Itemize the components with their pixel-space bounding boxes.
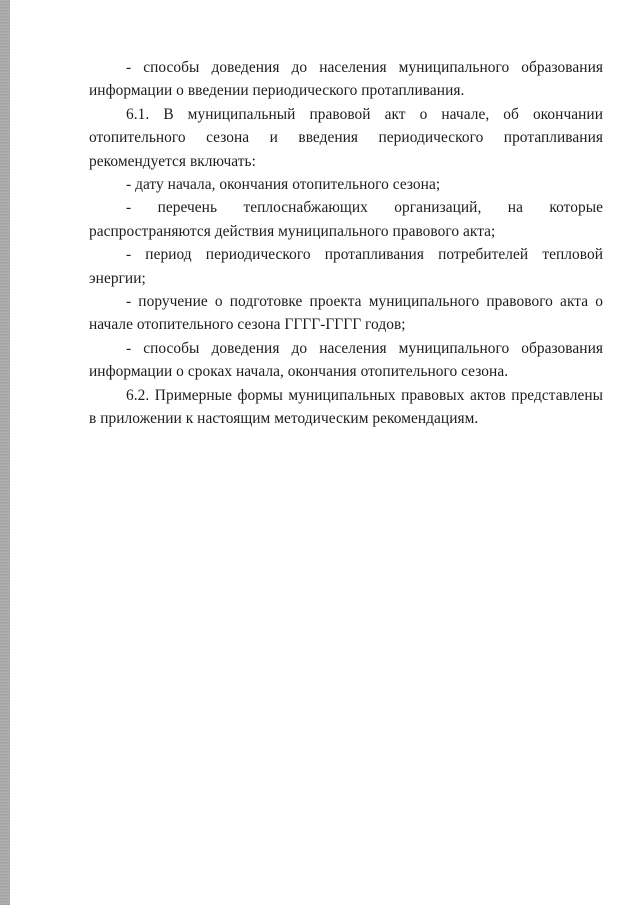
document-body: [89, 56, 603, 431]
list-item-heat-suppliers: - перечень теплоснабжающих организаций, на которые распространяются действия муниципального правового акта;: [89, 199, 603, 240]
paragraph-notification-methods-heating: - способы доведения до населения муниципального образования информации о введении периодического протапливания.: [89, 59, 603, 100]
paragraph-6-2: 6.2. Примерные формы муниципальных правовых актов представлены в приложении к настоящим методическим рекомендациям.: [89, 386, 603, 428]
scan-edge-artifact: [0, 0, 10, 905]
list-item-notification-methods-season: - способы доведения до населения муниципального образования информации о сроках начала, окончания отопительного сезона.: [89, 339, 603, 381]
list-item-heating-period: - период периодического протапливания потребителей тепловой энергии;: [89, 246, 603, 287]
paragraph-6-1: 6.1. В муниципальный правовой акт о начале, об окончании отопительного сезона и введения периодического протапливания рекомендуется включать:: [89, 105, 603, 170]
list-item-draft-instruction: - поручение о подготовке проекта муниципального правового акта о начале отопительного сезона ГГГГ-ГГГГ годов;: [89, 293, 603, 334]
list-item-start-end-dates: - дату начала, окончания отопительного сезона;: [126, 176, 441, 194]
